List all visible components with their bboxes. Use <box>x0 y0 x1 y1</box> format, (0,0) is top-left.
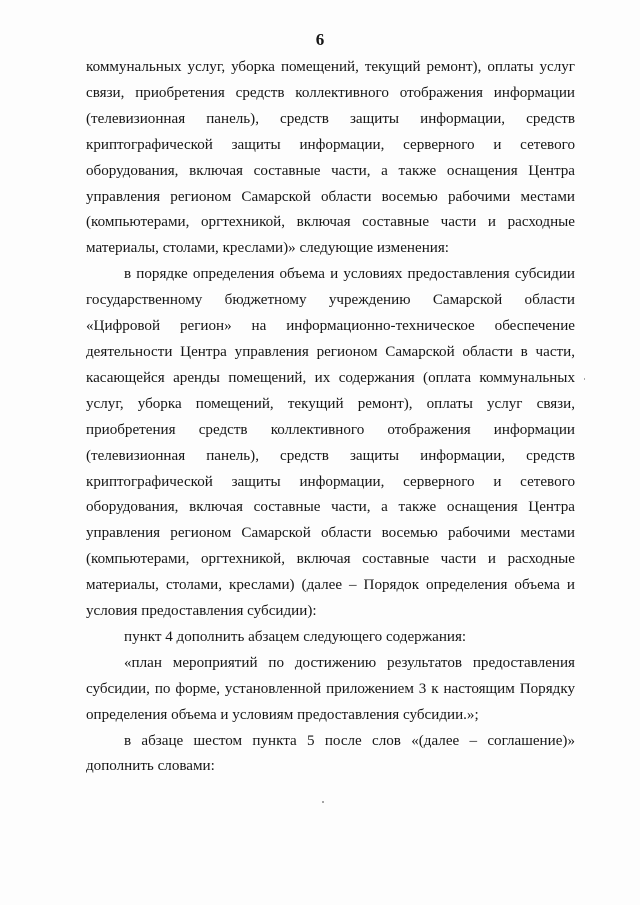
paragraph-quoted-plan: «план мероприятий по достижению результатов предоставления субсидии, по форме, установленной приложением 3 к настоящим Порядку определения объема и условиям предоставления субсидии.»; <box>86 654 575 723</box>
paragraph-order-subsidy: в порядке определения объема и условиях предоставления субсидии государственному бюджетному учреждению Самарской области «Цифровой регион» на информационно-техническое обеспечение деятельности Центра управления регионом Самарской области в части, касающейся аренды помещений, их содержания (оплата коммунальных услуг, уборка помещений, текущий ремонт), оплаты услуг связи, приобретения средств коллективного отображения информации (телевизионная панель), средств защиты информации, средств криптографической защиты информации, серверного и сетевого оборудования, включая составные части, а также оснащения Центра управления регионом Самарской области восемью рабочими местами (компьютерами, оргтехникой, включая составные части и расходные материалы, столами, креслами) (далее – Порядок определения объема и условия предоставления субсидии): <box>86 266 575 620</box>
scan-speck <box>584 378 585 380</box>
paragraph-continuation: коммунальных услуг, уборка помещений, текущий ремонт), оплаты услуг связи, приобретения средств коллективного отображения информации (телевизионная панель), средств защиты информации, средств криптографической защиты информации, серверного и сетевого оборудования, включая составные части, а также оснащения Центра управления регионом Самарской области восемью рабочими местами (компьютерами, оргтехникой, включая составные части и расходные материалы, столами, креслами)» следующие изменения: <box>86 59 575 257</box>
page-number: 6 <box>315 30 325 49</box>
paragraph-point-5: в абзаце шестом пункта 5 после слов «(далее – соглашение)» дополнить словами: <box>86 732 575 775</box>
paragraph-point-4: пункт 4 дополнить абзацем следующего содержания: <box>124 628 467 645</box>
scan-speck <box>322 801 324 803</box>
document-body <box>86 55 575 780</box>
